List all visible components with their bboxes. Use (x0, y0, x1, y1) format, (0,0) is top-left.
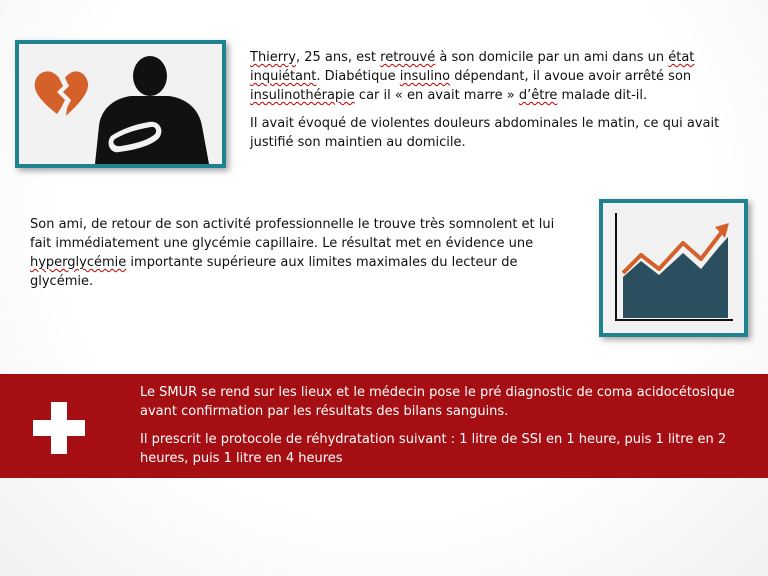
medical-cross-icon (33, 402, 85, 454)
text-run: Son ami, de retour de son activité professionnelle le trouve très somnolent et lui fait immédiatement une glycémie capillaire. Le résultat met en évidence une (30, 217, 555, 251)
text-run: malade dit-il. (557, 88, 648, 103)
sick-person-icon (95, 56, 209, 164)
middle-paragraph (30, 215, 575, 291)
word-hyperglycemie: hyperglycémie (30, 255, 127, 270)
text-run: importante supérieure aux limites maximales du lecteur de glycémie. (30, 255, 518, 289)
text-run: , 25 ans, est (295, 50, 381, 65)
rising-chart-icon (603, 203, 744, 333)
word-insulino: insulino (399, 69, 451, 84)
emergency-paragraph-1: Le SMUR se rend sur les lieux et le médecin pose le pré diagnostic de coma acidocétosique avant confirmation par les résultats des bilans sanguins. (140, 385, 735, 419)
text-run: avait marre (427, 88, 503, 103)
word-insulinotherapie: insulinothérapie (250, 88, 355, 103)
word-detre: d’être (518, 88, 558, 103)
intro-paragraph-1 (250, 48, 750, 105)
word-inquietant: inquiétant (250, 69, 317, 84)
patient-illustration-svg (19, 44, 222, 164)
chart-illustration (599, 199, 748, 337)
emergency-paragraph-2: Il prescrit le protocole de réhydratation suivant : 1 litre de SSI en 1 heure, puis 1 litre en 2 heures, puis 1 litre en 4 heures (140, 432, 727, 466)
word-etat: état (668, 50, 695, 65)
text-run: » (502, 88, 519, 103)
intro-paragraph-2: Il avait évoqué de violentes douleurs abdominales le matin, ce qui avait justifié son maintien au domicile. (250, 116, 720, 150)
text-run: car il « en (354, 88, 428, 103)
text-run: dépendant, il avoue avoir arrêté son (450, 69, 692, 84)
text-run: . Diabétique (316, 69, 400, 84)
text-run: à son domicile par un ami dans un (435, 50, 669, 65)
word-retrouve: retrouvé (380, 50, 436, 65)
broken-heart-icon (35, 71, 88, 116)
word-thierry: Thierry (250, 50, 296, 65)
patient-illustration (15, 40, 226, 168)
